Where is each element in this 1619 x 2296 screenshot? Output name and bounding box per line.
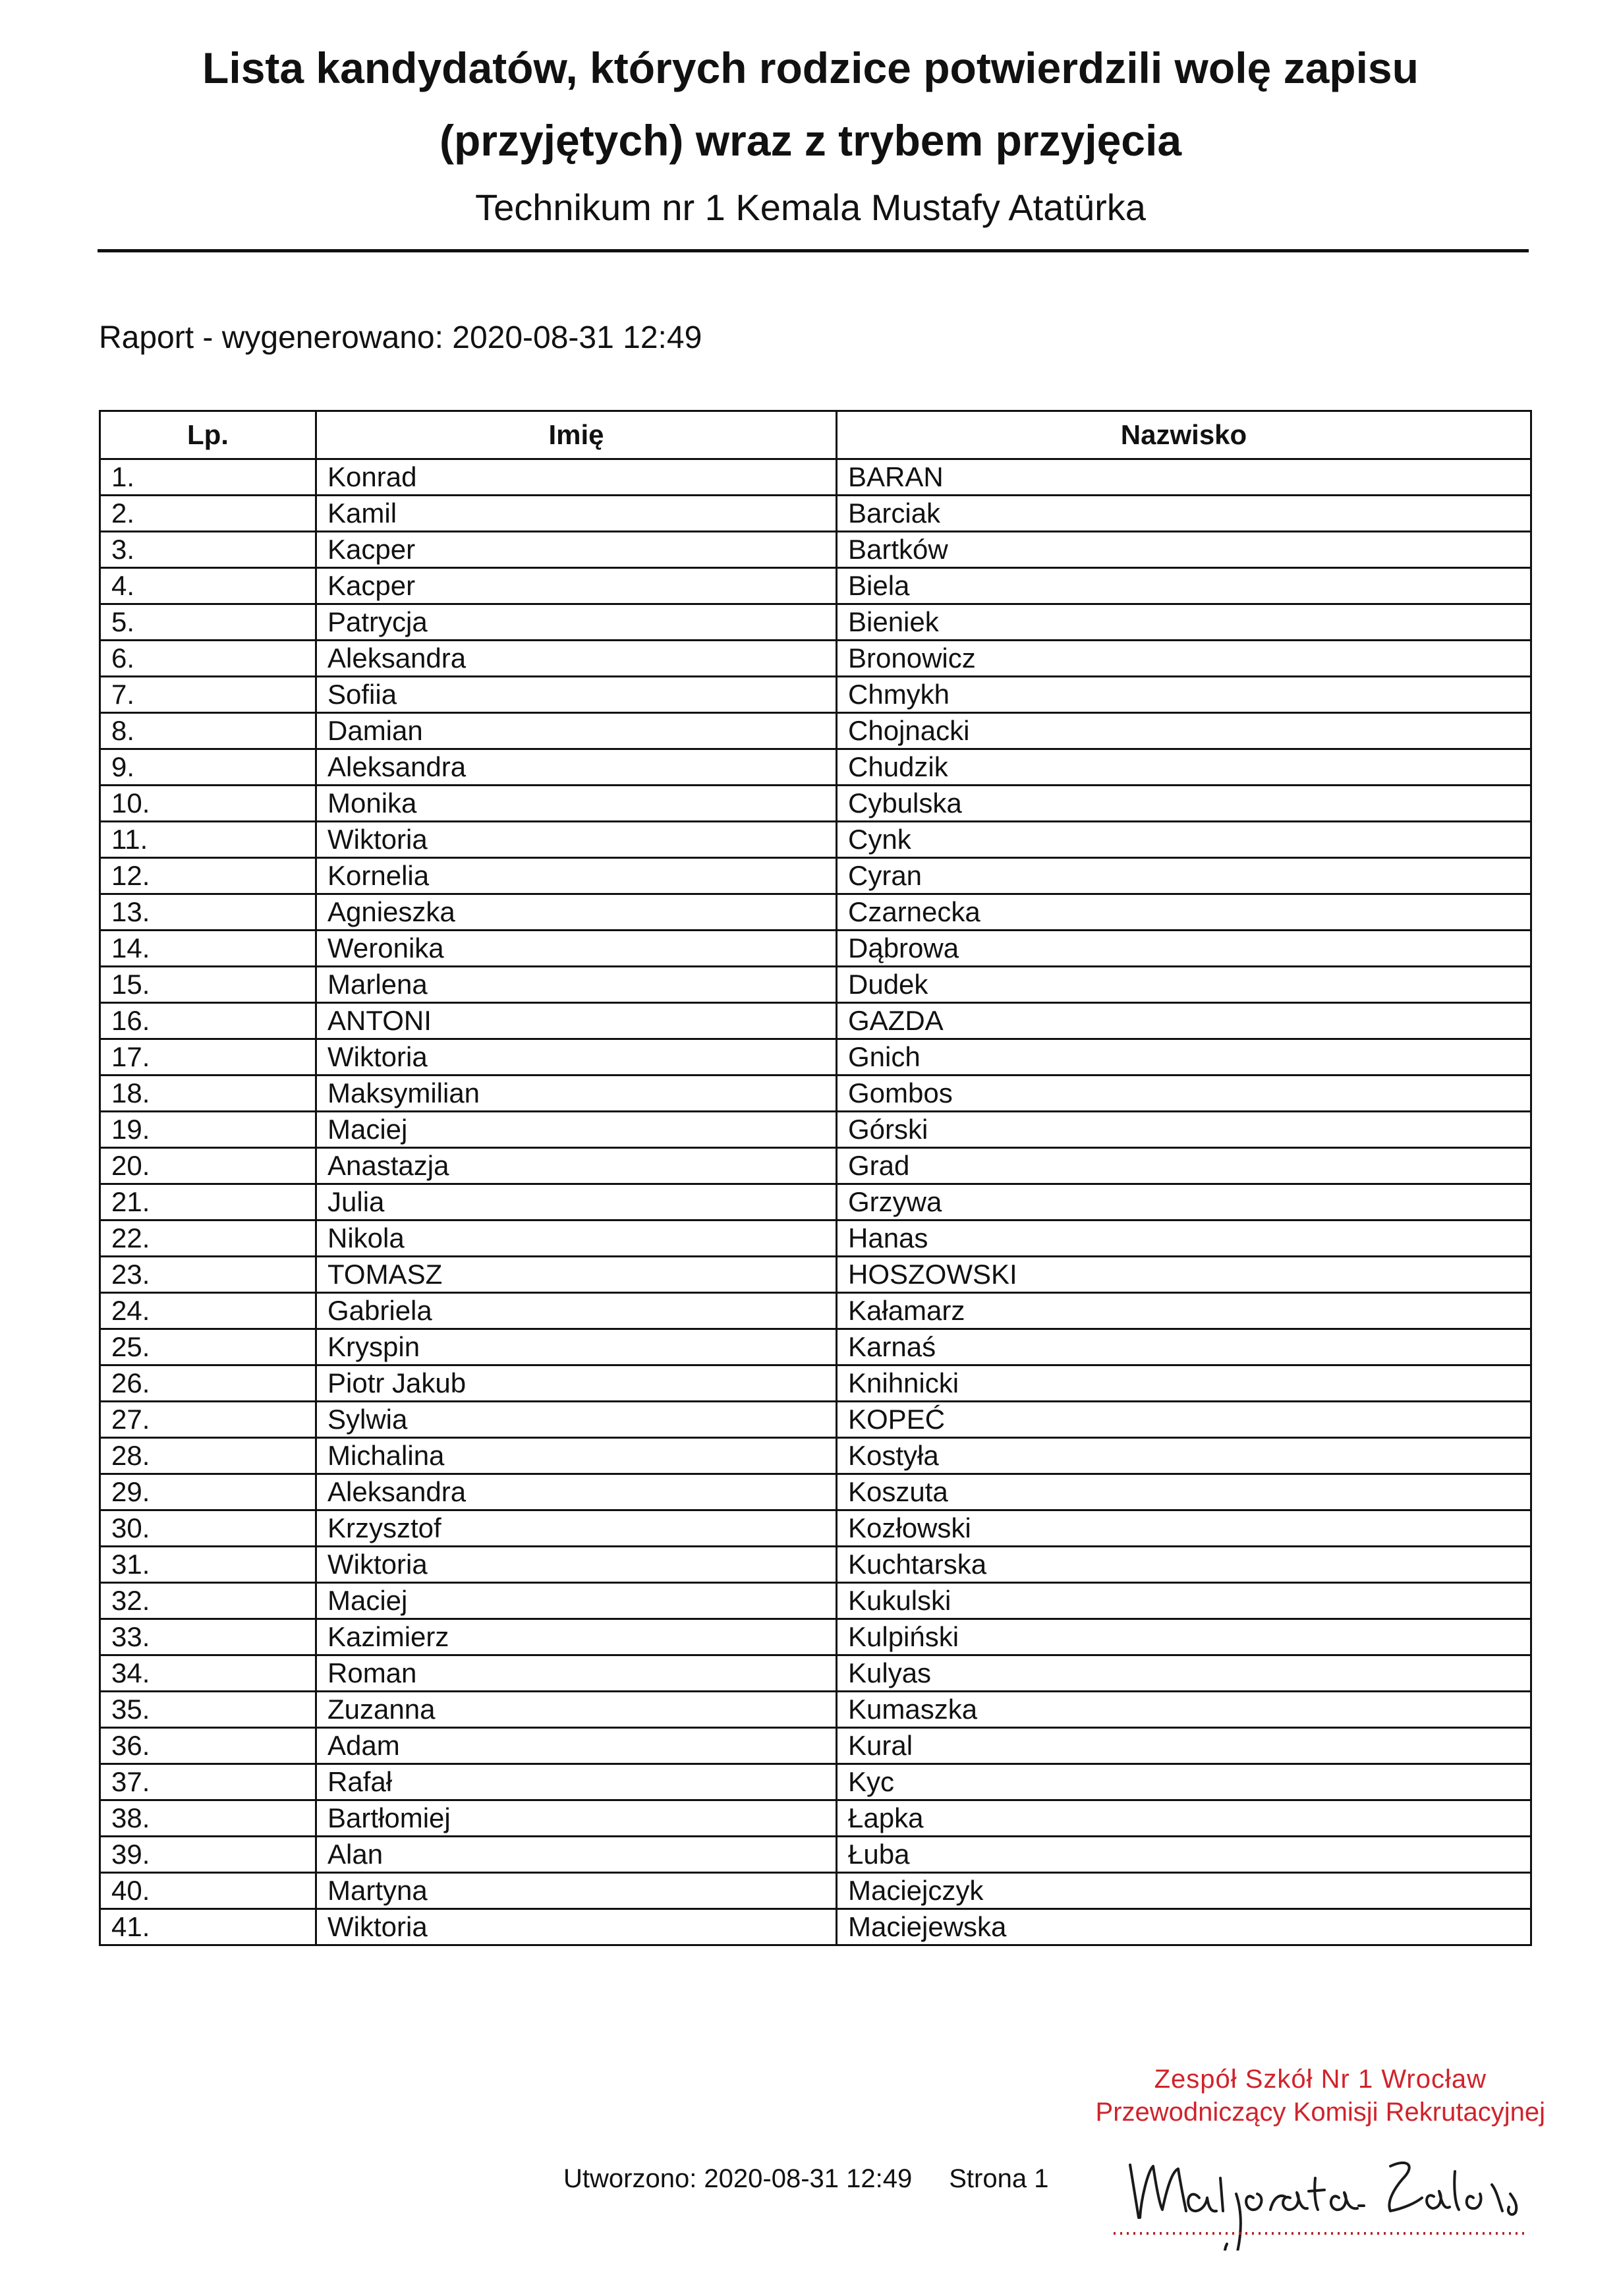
cell-imie: Kamil: [316, 496, 837, 532]
cell-imie: Wiktoria: [316, 1909, 837, 1945]
cell-lp: 36.: [100, 1728, 316, 1764]
table-row: [100, 1728, 1531, 1764]
header-nazwisko: Nazwisko: [837, 411, 1531, 459]
table-row: [100, 1076, 1531, 1112]
cell-imie: Rafał: [316, 1764, 837, 1800]
cell-imie: Roman: [316, 1655, 837, 1692]
committee-stamp: [1096, 2063, 1545, 2129]
cell-imie: Maciej: [316, 1583, 837, 1619]
table-row: [100, 1837, 1531, 1873]
cell-lp: 18.: [100, 1076, 316, 1112]
cell-nazwisko: KOPEĆ: [837, 1402, 1531, 1438]
created-timestamp: Utworzono: 2020-08-31 12:49: [563, 2164, 913, 2193]
cell-imie: Maciej: [316, 1112, 837, 1148]
cell-imie: Kryspin: [316, 1329, 837, 1365]
cell-imie: Julia: [316, 1184, 837, 1220]
cell-nazwisko: Bronowicz: [837, 641, 1531, 677]
cell-nazwisko: Dąbrowa: [837, 931, 1531, 967]
table-row: [100, 568, 1531, 604]
table-row: [100, 1764, 1531, 1800]
table-row: [100, 496, 1531, 532]
cell-lp: 40.: [100, 1873, 316, 1909]
table-row: [100, 1655, 1531, 1692]
cell-nazwisko: Karnaś: [837, 1329, 1531, 1365]
cell-nazwisko: Knihnicki: [837, 1365, 1531, 1402]
cell-imie: Monika: [316, 786, 837, 822]
cell-lp: 2.: [100, 496, 316, 532]
cell-nazwisko: Bartków: [837, 532, 1531, 568]
cell-lp: 33.: [100, 1619, 316, 1655]
cell-nazwisko: Barciak: [837, 496, 1531, 532]
cell-imie: Kacper: [316, 568, 837, 604]
cell-lp: 34.: [100, 1655, 316, 1692]
table-row: [100, 749, 1531, 786]
cell-nazwisko: Koszuta: [837, 1474, 1531, 1510]
cell-imie: ANTONI: [316, 1003, 837, 1039]
table-row: [100, 858, 1531, 894]
cell-lp: 5.: [100, 604, 316, 641]
table-row: [100, 1148, 1531, 1184]
cell-imie: Wiktoria: [316, 822, 837, 858]
table-row: [100, 459, 1531, 496]
cell-lp: 16.: [100, 1003, 316, 1039]
table-row: [100, 786, 1531, 822]
table-row: [100, 604, 1531, 641]
cell-lp: 9.: [100, 749, 316, 786]
header-divider: [98, 249, 1529, 252]
page-number: Strona 1: [949, 2164, 1049, 2193]
cell-lp: 17.: [100, 1039, 316, 1076]
cell-lp: 29.: [100, 1474, 316, 1510]
cell-nazwisko: Dudek: [837, 967, 1531, 1003]
table-row: [100, 1873, 1531, 1909]
table-body: [100, 459, 1531, 1945]
table-row: [100, 1220, 1531, 1257]
stamp-line-2: Przewodniczący Komisji Rekrutacyjnej: [1095, 2098, 1545, 2127]
cell-imie: Nikola: [316, 1220, 837, 1257]
cell-lp: 31.: [100, 1547, 316, 1583]
cell-nazwisko: Górski: [837, 1112, 1531, 1148]
cell-nazwisko: Kostyła: [837, 1438, 1531, 1474]
cell-imie: Krzysztof: [316, 1510, 837, 1547]
cell-lp: 21.: [100, 1184, 316, 1220]
title-line-1: Lista kandydatów, których rodzice potwierdzili wolę zapisu: [202, 43, 1419, 92]
cell-nazwisko: Kukulski: [837, 1583, 1531, 1619]
cell-imie: Weronika: [316, 931, 837, 967]
cell-nazwisko: Chudzik: [837, 749, 1531, 786]
cell-lp: 6.: [100, 641, 316, 677]
cell-nazwisko: Grad: [837, 1148, 1531, 1184]
cell-imie: Kazimierz: [316, 1619, 837, 1655]
cell-nazwisko: Łuba: [837, 1837, 1531, 1873]
cell-nazwisko: Chojnacki: [837, 713, 1531, 749]
table-row: [100, 1257, 1531, 1293]
table-row: [100, 1184, 1531, 1220]
cell-imie: TOMASZ: [316, 1257, 837, 1293]
cell-lp: 22.: [100, 1220, 316, 1257]
table-row: [100, 931, 1531, 967]
cell-imie: Sylwia: [316, 1402, 837, 1438]
table-row: [100, 1112, 1531, 1148]
cell-imie: Martyna: [316, 1873, 837, 1909]
cell-nazwisko: Maciejczyk: [837, 1873, 1531, 1909]
title-line-2: (przyjętych) wraz z trybem przyjęcia: [439, 116, 1182, 165]
cell-imie: Bartłomiej: [316, 1800, 837, 1837]
handwritten-signature: [1107, 2125, 1535, 2251]
cell-lp: 25.: [100, 1329, 316, 1365]
cell-imie: Damian: [316, 713, 837, 749]
table-row: [100, 1293, 1531, 1329]
cell-imie: Aleksandra: [316, 749, 837, 786]
cell-nazwisko: GAZDA: [837, 1003, 1531, 1039]
cell-nazwisko: Czarnecka: [837, 894, 1531, 931]
table-row: [100, 1619, 1531, 1655]
table-row: [100, 1800, 1531, 1837]
table-header-row: [100, 411, 1531, 459]
cell-lp: 37.: [100, 1764, 316, 1800]
table-row: [100, 1039, 1531, 1076]
cell-imie: Michalina: [316, 1438, 837, 1474]
cell-imie: Kornelia: [316, 858, 837, 894]
cell-lp: 1.: [100, 459, 316, 496]
school-name: Technikum nr 1 Kemala Mustafy Atatürka: [475, 187, 1146, 228]
cell-lp: 39.: [100, 1837, 316, 1873]
cell-imie: Wiktoria: [316, 1039, 837, 1076]
cell-lp: 4.: [100, 568, 316, 604]
cell-lp: 38.: [100, 1800, 316, 1837]
header-imie: Imię: [316, 411, 837, 459]
cell-nazwisko: Kural: [837, 1728, 1531, 1764]
cell-imie: Alan: [316, 1837, 837, 1873]
document-title: [99, 32, 1522, 177]
cell-lp: 23.: [100, 1257, 316, 1293]
cell-lp: 30.: [100, 1510, 316, 1547]
cell-nazwisko: Kyc: [837, 1764, 1531, 1800]
cell-lp: 28.: [100, 1438, 316, 1474]
cell-nazwisko: Bieniek: [837, 604, 1531, 641]
cell-lp: 41.: [100, 1909, 316, 1945]
cell-nazwisko: Gombos: [837, 1076, 1531, 1112]
table-row: [100, 1583, 1531, 1619]
cell-imie: Zuzanna: [316, 1692, 837, 1728]
cell-nazwisko: Cybulska: [837, 786, 1531, 822]
cell-lp: 24.: [100, 1293, 316, 1329]
cell-nazwisko: Łapka: [837, 1800, 1531, 1837]
cell-nazwisko: Grzywa: [837, 1184, 1531, 1220]
cell-nazwisko: Kulpiński: [837, 1619, 1531, 1655]
cell-lp: 10.: [100, 786, 316, 822]
table-row: [100, 532, 1531, 568]
table-row: [100, 713, 1531, 749]
cell-nazwisko: Kozłowski: [837, 1510, 1531, 1547]
table-row: [100, 1692, 1531, 1728]
cell-imie: Sofiia: [316, 677, 837, 713]
cell-imie: Konrad: [316, 459, 837, 496]
cell-imie: Aleksandra: [316, 641, 837, 677]
cell-imie: Maksymilian: [316, 1076, 837, 1112]
cell-imie: Wiktoria: [316, 1547, 837, 1583]
cell-imie: Kacper: [316, 532, 837, 568]
cell-imie: Aleksandra: [316, 1474, 837, 1510]
cell-lp: 14.: [100, 931, 316, 967]
cell-imie: Gabriela: [316, 1293, 837, 1329]
table-row: [100, 1329, 1531, 1365]
cell-lp: 8.: [100, 713, 316, 749]
cell-lp: 32.: [100, 1583, 316, 1619]
cell-lp: 3.: [100, 532, 316, 568]
table-row: [100, 677, 1531, 713]
table-row: [100, 1003, 1531, 1039]
cell-lp: 26.: [100, 1365, 316, 1402]
table-row: [100, 641, 1531, 677]
table-row: [100, 822, 1531, 858]
cell-lp: 20.: [100, 1148, 316, 1184]
cell-lp: 27.: [100, 1402, 316, 1438]
cell-lp: 19.: [100, 1112, 316, 1148]
table-row: [100, 1402, 1531, 1438]
cell-nazwisko: Kulyas: [837, 1655, 1531, 1692]
cell-nazwisko: Gnich: [837, 1039, 1531, 1076]
page-footer: [563, 2159, 1048, 2198]
cell-lp: 35.: [100, 1692, 316, 1728]
table-row: [100, 1547, 1531, 1583]
cell-imie: Anastazja: [316, 1148, 837, 1184]
cell-lp: 7.: [100, 677, 316, 713]
table-row: [100, 1909, 1531, 1945]
header-lp: Lp.: [100, 411, 316, 459]
cell-lp: 13.: [100, 894, 316, 931]
cell-imie: Patrycja: [316, 604, 837, 641]
cell-imie: Piotr Jakub: [316, 1365, 837, 1402]
cell-lp: 12.: [100, 858, 316, 894]
cell-nazwisko: Kumaszka: [837, 1692, 1531, 1728]
cell-nazwisko: HOSZOWSKI: [837, 1257, 1531, 1293]
table-row: [100, 1365, 1531, 1402]
cell-nazwisko: Biela: [837, 568, 1531, 604]
table-row: [100, 967, 1531, 1003]
cell-nazwisko: Hanas: [837, 1220, 1531, 1257]
table-row: [100, 1438, 1531, 1474]
cell-nazwisko: BARAN: [837, 459, 1531, 496]
cell-imie: Agnieszka: [316, 894, 837, 931]
stamp-line-1: Zespół Szkół Nr 1 Wrocław: [1154, 2065, 1487, 2094]
cell-nazwisko: Kuchtarska: [837, 1547, 1531, 1583]
cell-lp: 15.: [100, 967, 316, 1003]
cell-nazwisko: Cynk: [837, 822, 1531, 858]
cell-nazwisko: Chmykh: [837, 677, 1531, 713]
candidates-table: [99, 410, 1532, 1946]
cell-lp: 11.: [100, 822, 316, 858]
cell-imie: Adam: [316, 1728, 837, 1764]
table-row: [100, 1510, 1531, 1547]
report-timestamp: Raport - wygenerowano: 2020-08-31 12:49: [99, 320, 702, 355]
cell-nazwisko: Cyran: [837, 858, 1531, 894]
cell-nazwisko: Maciejewska: [837, 1909, 1531, 1945]
table-row: [100, 894, 1531, 931]
table-row: [100, 1474, 1531, 1510]
cell-imie: Marlena: [316, 967, 837, 1003]
cell-nazwisko: Kałamarz: [837, 1293, 1531, 1329]
